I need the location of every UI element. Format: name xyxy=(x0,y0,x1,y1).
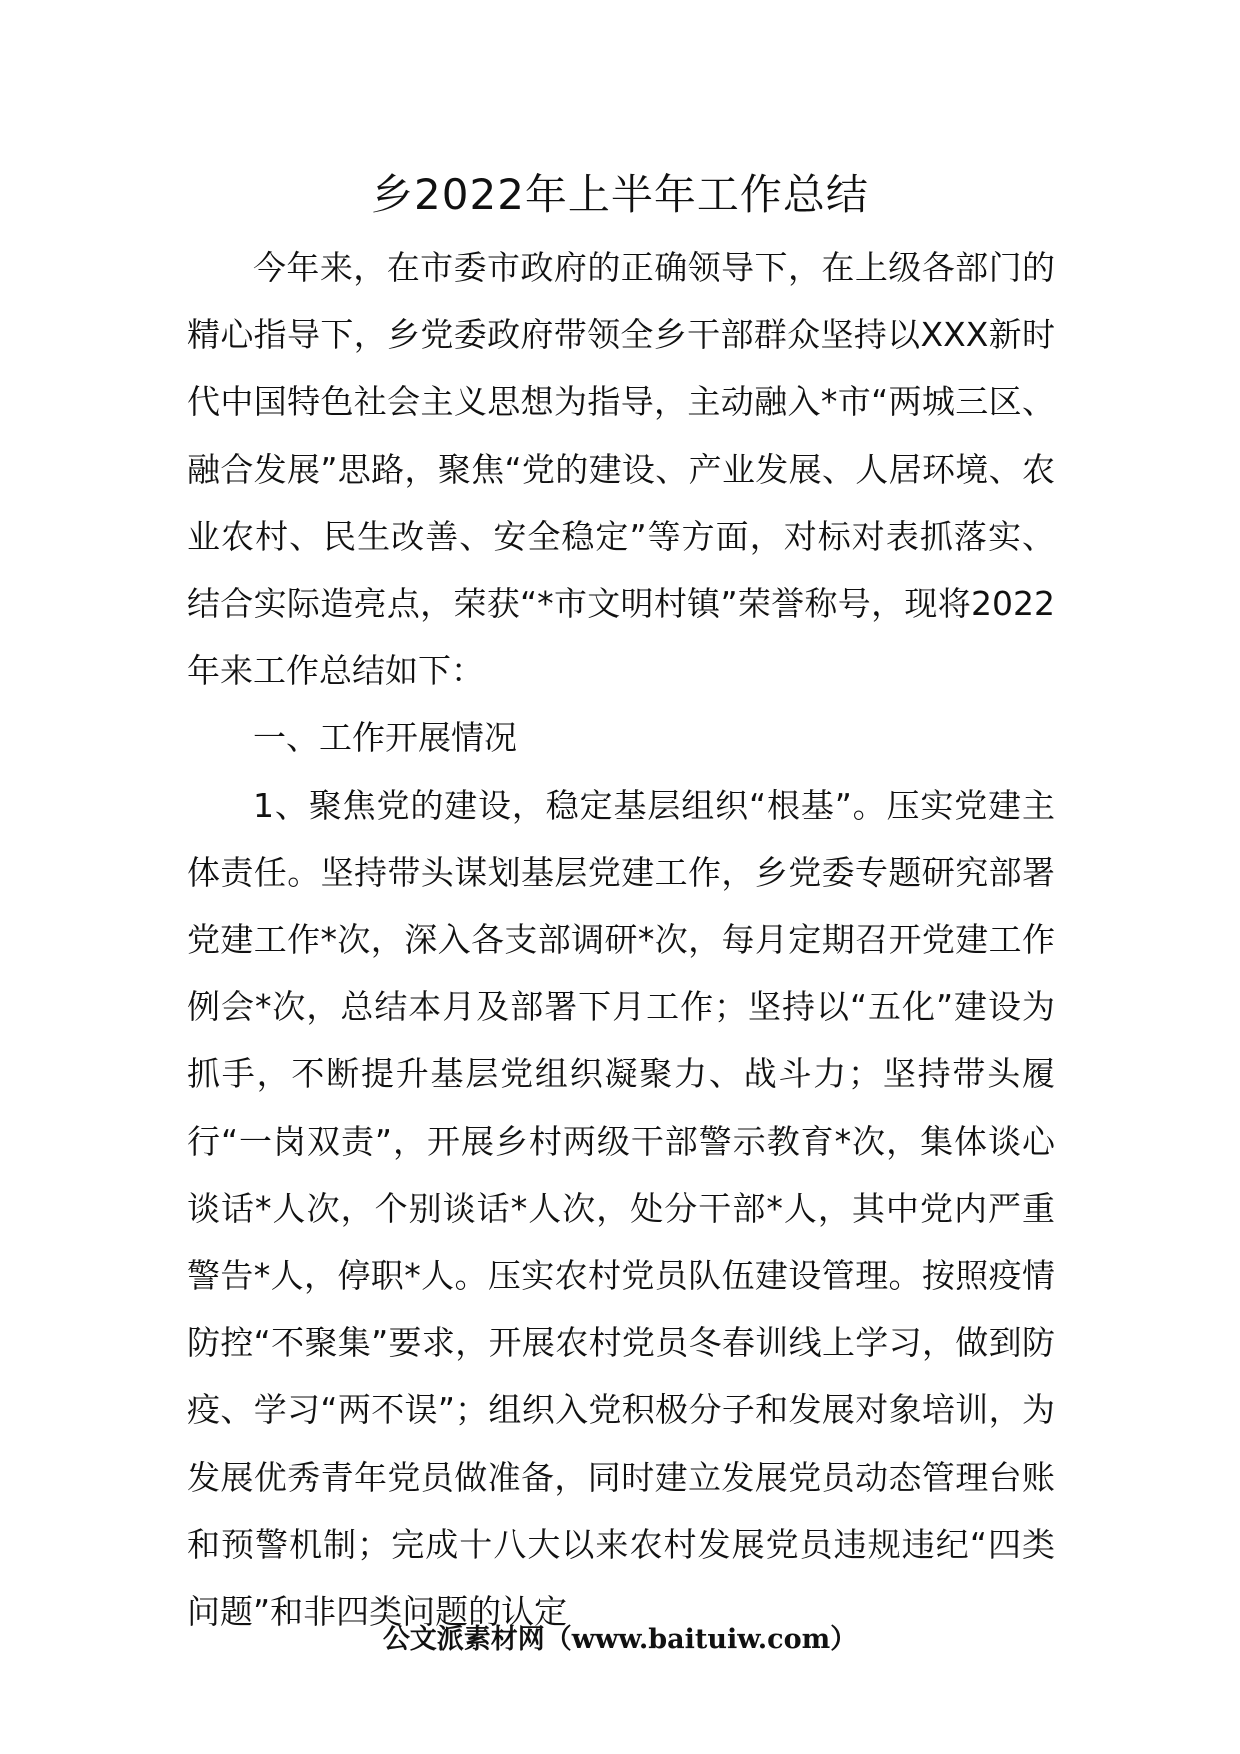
document-body xyxy=(187,234,1055,1645)
section-heading: 一、工作开展情况 xyxy=(253,718,517,758)
paragraph-intro: 今年来，在市委市政府的正确领导下，在上级各部门的精心指导下，乡党委政府带领全乡干部群众坚持以XXX新时代中国特色社会主义思想为指导，主动融入*市“两城三区、融合发展”思路，聚焦“党的建设、产业发展、人居环境、农业农村、民生改善、安全稳定”等方面，对标对表抓落实、结合实际造亮点，荣获“*市文明村镇”荣誉称号，现将2022年来工作总结如下： xyxy=(187,248,1055,691)
paragraph-party-building: 1、聚焦党的建设，稳定基层组织“根基”。压实党建主体责任。坚持带头谋划基层党建工作，乡党委专题研究部署党建工作*次，深入各支部调研*次，每月定期召开党建工作例会*次，总结本月及部署下月工作；坚持以“五化”建设为抓手，不断提升基层党组织凝聚力、战斗力；坚持带头履行“一岗双责”，开展乡村两级干部警示教育*次，集体谈心谈话*人次，个别谈话*人次，处分干部*人，其中党内严重警告*人，停职*人。压实农村党员队伍建设管理。按照疫情防控“不聚集”要求，开展农村党员冬春训线上学习，做到防疫、学习“两不误”；组织入党积极分子和发展对象培训，为发展优秀青年党员做准备，同时建立发展党员动态管理台账和预警机制；完成十八大以来农村发展党员违规违纪“四类问题”和非四类问题的认定 xyxy=(187,785,1055,1632)
document-title: 乡2022年上半年工作总结 xyxy=(371,170,869,219)
footer-watermark: 公文派素材网（www.baituiw.com） xyxy=(382,1624,858,1655)
